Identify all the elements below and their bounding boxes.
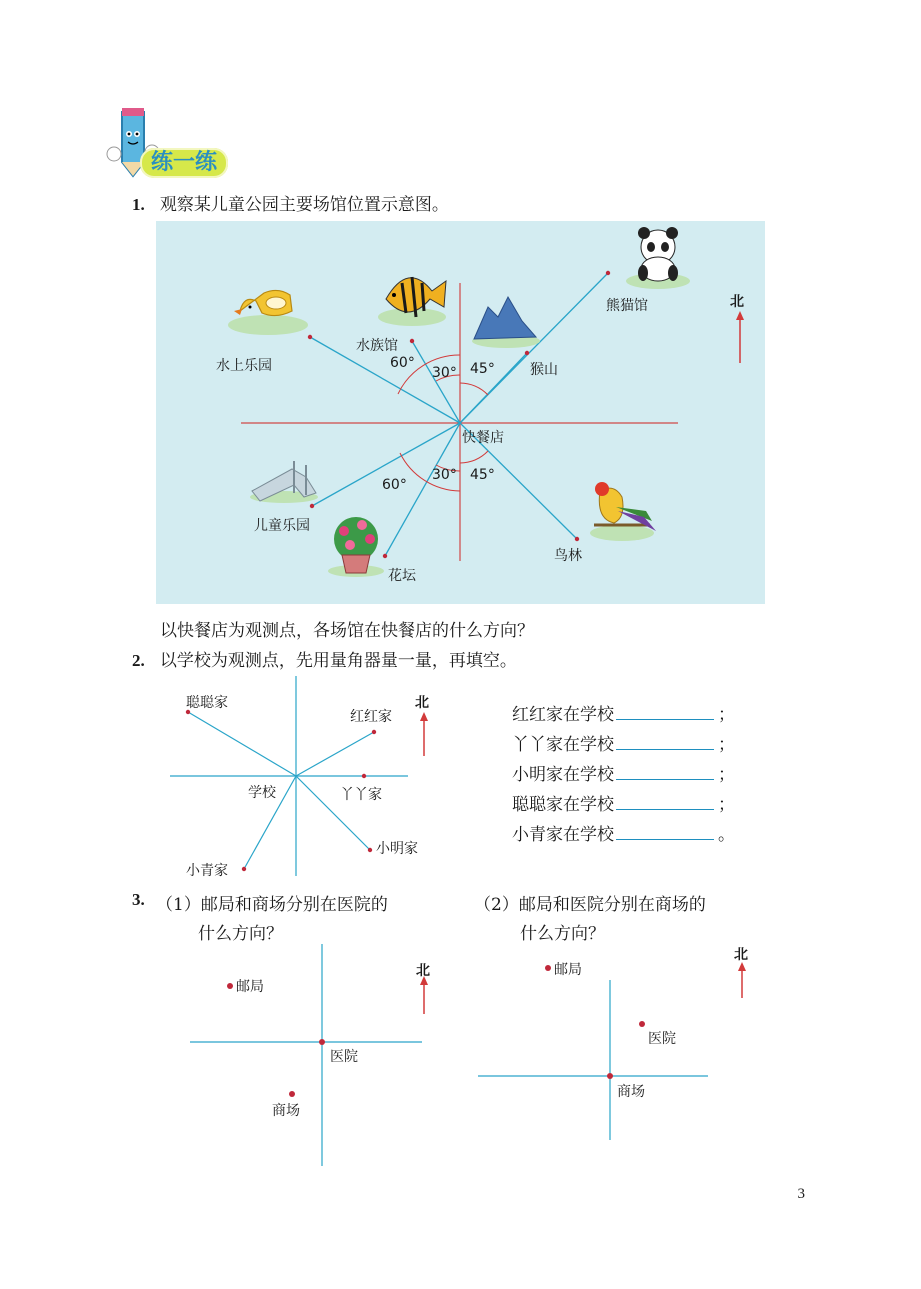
q2-label-school: 学校 xyxy=(248,785,276,801)
q3b-label-post-office: 邮局 xyxy=(554,962,582,978)
q3a-label-mall: 商场 xyxy=(272,1103,300,1119)
practice-badge-label: 练一练 xyxy=(140,148,228,178)
q1-question: 以快餐店为观测点，各场馆在快餐店的什么方向？ xyxy=(160,621,534,641)
fill-row-honghong: 红红家在学校 ； xyxy=(512,700,735,730)
fill-row-yaya: 丫丫家在学校 ； xyxy=(512,730,735,760)
angle-30-bottom: 30° xyxy=(432,467,457,483)
angle-60-top: 60° xyxy=(390,355,415,371)
flower-pot-icon xyxy=(328,517,384,577)
q3-diagram-1 xyxy=(190,940,440,1170)
q3b-label-hospital: 医院 xyxy=(648,1031,676,1047)
angle-60-bottom: 60° xyxy=(382,477,407,493)
q1-heading xyxy=(132,190,449,215)
q2-label-north: 北 xyxy=(415,695,429,711)
q2-fill-in-list xyxy=(512,700,735,850)
q2-heading xyxy=(132,646,517,671)
answer-blank-yaya[interactable] xyxy=(616,731,714,750)
q2-number: 2. xyxy=(132,651,145,670)
ray-aquarium xyxy=(412,341,460,423)
label-north: 北 xyxy=(730,294,744,310)
q3-part1: （1）邮局和商场分别在医院的 什么方向？ xyxy=(156,895,388,944)
q3-diagram-2 xyxy=(476,940,756,1145)
q3b-label-north: 北 xyxy=(734,947,748,963)
page-number: 3 xyxy=(797,1186,805,1202)
answer-blank-xiaoqing[interactable] xyxy=(616,821,714,840)
q2-label-yaya: 丫丫家 xyxy=(340,787,382,803)
label-bird-forest: 鸟林 xyxy=(554,548,582,564)
label-center-fast-food: 快餐店 xyxy=(462,430,504,446)
q3-heading xyxy=(132,890,145,910)
label-kids-park: 儿童乐园 xyxy=(254,518,310,534)
label-water-park: 水上乐园 xyxy=(216,358,272,374)
q2-label-xiaoming: 小明家 xyxy=(376,841,418,857)
ray-kids-park xyxy=(312,423,460,506)
label-panda-house: 熊猫馆 xyxy=(606,298,648,314)
label-monkey-hill: 猴山 xyxy=(530,362,558,378)
mountain-icon xyxy=(472,297,540,348)
q1-text: 观察某儿童公园主要场馆位置示意图。 xyxy=(159,195,449,215)
q3a-label-post-office: 邮局 xyxy=(236,979,264,995)
q3a-label-hospital: 医院 xyxy=(330,1049,358,1065)
q2-label-honghong: 红红家 xyxy=(350,709,392,725)
angle-45-top: 45° xyxy=(470,361,495,377)
q1-number: 1. xyxy=(132,195,145,214)
q3-part2: （2）邮局和医院分别在商场的 什么方向？ xyxy=(474,895,706,944)
answer-blank-xiaoming[interactable] xyxy=(616,761,714,780)
label-aquarium: 水族馆 xyxy=(356,338,398,354)
label-flower-bed: 花坛 xyxy=(388,568,416,584)
q2-label-congcong: 聪聪家 xyxy=(186,695,228,711)
answer-blank-congcong[interactable] xyxy=(616,791,714,810)
angle-45-bottom: 45° xyxy=(470,467,495,483)
q2-label-xiaoqing: 小青家 xyxy=(186,863,228,879)
fill-row-xiaoming: 小明家在学校 ； xyxy=(512,760,735,790)
panda-icon xyxy=(626,227,690,289)
angle-30-top: 30° xyxy=(432,365,457,381)
practice-badge xyxy=(104,104,234,184)
duck-boat-icon xyxy=(228,290,308,335)
slide-icon xyxy=(250,461,318,503)
fill-row-xiaoqing: 小青家在学校 。 xyxy=(512,820,735,850)
fish-icon xyxy=(378,277,446,326)
fill-row-congcong: 聪聪家在学校 ； xyxy=(512,790,735,820)
q2-text: 以学校为观测点，先用量角器量一量，再填空。 xyxy=(159,651,517,671)
answer-blank-honghong[interactable] xyxy=(616,701,714,720)
ray-panda-house xyxy=(460,273,608,423)
parrot-icon xyxy=(590,482,656,541)
q3-number: 3. xyxy=(132,890,145,909)
q3a-label-north: 北 xyxy=(416,963,430,979)
arc-45-bottom xyxy=(460,451,488,463)
park-map-panel xyxy=(156,221,765,604)
q3b-label-mall: 商场 xyxy=(617,1084,645,1100)
arc-45-top xyxy=(460,383,488,395)
park-map-diagram xyxy=(156,221,765,604)
